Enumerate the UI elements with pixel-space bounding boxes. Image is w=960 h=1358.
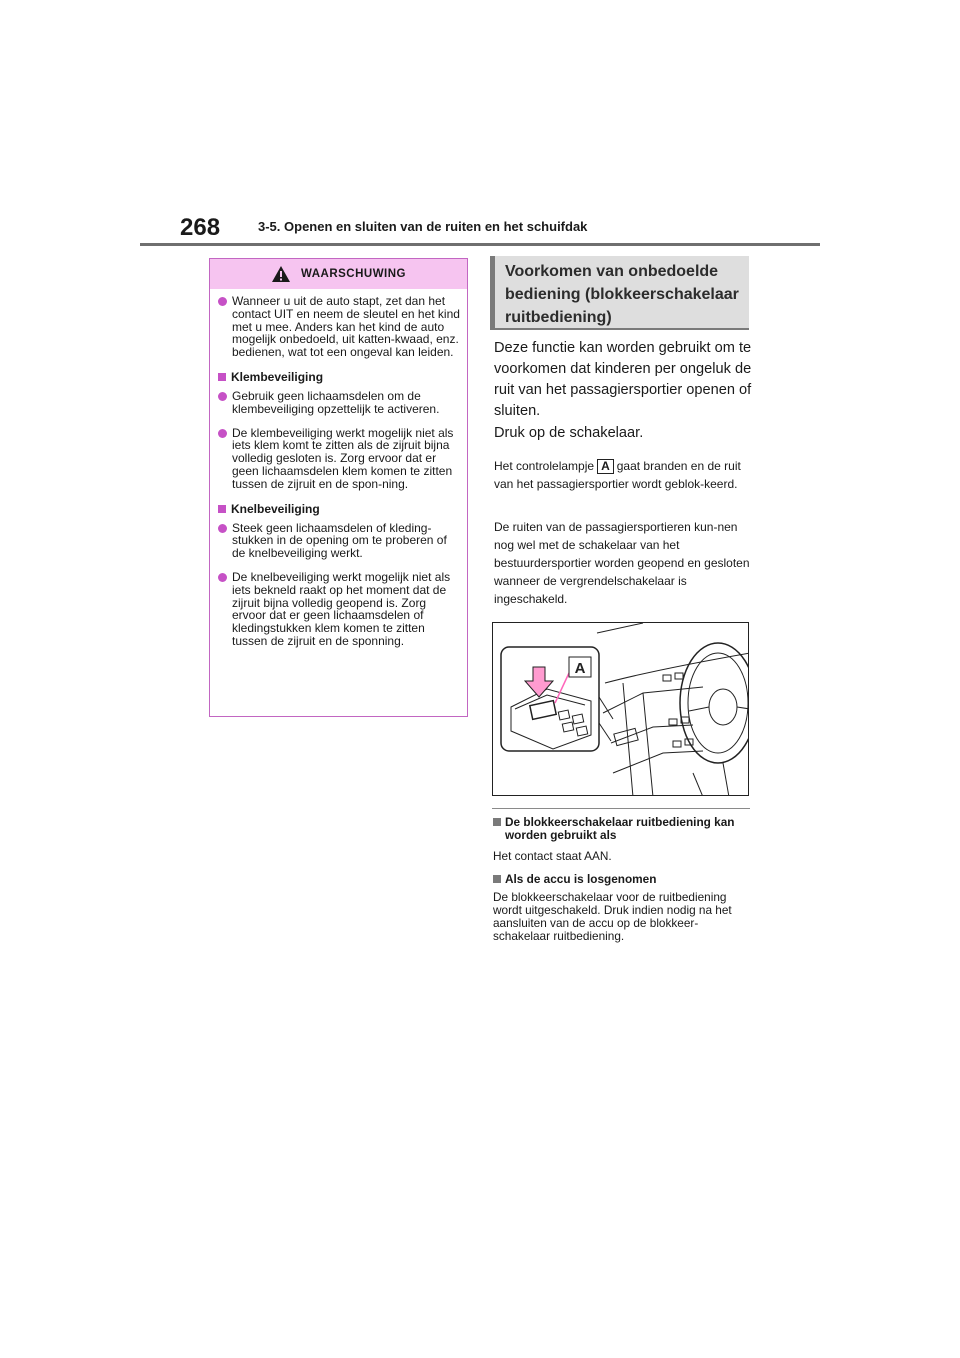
note-heading: [493, 873, 749, 886]
note-indicator: [494, 457, 750, 493]
note-heading-text: De blokkeerschakelaar ruitbediening kan worden gebruikt als: [505, 815, 735, 842]
bullet-dot-icon: [218, 392, 227, 401]
illustration-drawing: [493, 623, 749, 796]
figure-callout-label: A: [574, 660, 586, 677]
note-driver-switch: De ruiten van de passagiersportieren kun-nen nog wel met de schakelaar van het bestuurdersportier worden geopend en gesloten wanneer de vergrendelschakelaar is ingeschakeld.: [494, 520, 750, 606]
warning-bullet-text: Gebruik geen lichaamsdelen om de klembeveiliging opzettelijk te activeren.: [232, 388, 440, 416]
illustration-window-lock-switch: [492, 622, 749, 796]
bullet-dot-icon: [218, 524, 227, 533]
warning-bullet-text: Wanneer u uit de auto stapt, zet dan het contact UIT en neem de sleutel en het kind met u mee. Anders kan het kind de auto mogelijk onbedoeld, uit katten-kwaad, enz. bedienen, wat tot een ongeval kan leiden.: [232, 294, 460, 360]
callout-label: A: [597, 459, 614, 474]
square-bullet-icon: [218, 505, 226, 513]
header-rule: [140, 243, 820, 246]
section-title-box: [490, 256, 749, 330]
bullet-dot-icon: [218, 429, 227, 438]
warning-subheading-text: Knelbeveiliging: [231, 501, 320, 516]
warning-triangle-icon: [271, 265, 291, 283]
section-instruction: Druk op de schakelaar.: [494, 425, 644, 441]
warning-bullet-text: De klembeveiliging werkt mogelijk niet als iets klem komt te zitten als de zijruit bijna volledig gesloten is. Zorg ervoor dat er geen lichaamsdelen klem komen te zitten tussen de zijruit en de spon-ning.: [232, 425, 454, 491]
note-indicator-after: gaat branden en de ruit van het passagiersportier wordt geblok-keerd.: [494, 459, 741, 491]
warning-body: [210, 289, 467, 648]
square-bullet-icon: [218, 373, 226, 381]
note-heading: [493, 816, 749, 842]
section-intro: Deze functie kan worden gebruikt om te voorkomen dat kinderen per ongeluk de ruit van het passagiersportier openen of sluiten.: [494, 340, 752, 419]
note-text: Het contact staat AAN.: [493, 849, 612, 863]
warning-bullet: [216, 522, 461, 560]
bullet-dot-icon: [218, 297, 227, 306]
note-indicator-before: Het controlelampje: [494, 459, 595, 473]
warning-bullet: [216, 390, 461, 416]
running-head: 3-5. Openen en sluiten van de ruiten en het schuifdak: [258, 219, 588, 234]
warning-subheading-text: Klembeveiliging: [231, 369, 324, 384]
warning-box: [209, 258, 468, 717]
page-number: 268: [180, 214, 221, 241]
warning-bullet: [216, 427, 461, 491]
warning-bullet: [216, 571, 461, 648]
warning-subheading: [216, 502, 461, 516]
note-heading-text: Als de accu is losgenomen: [505, 872, 657, 886]
square-bullet-icon: [493, 818, 501, 826]
warning-header: [210, 259, 467, 289]
bullet-dot-icon: [218, 573, 227, 582]
warning-bullet-text: Steek geen lichaamsdelen of kleding-stukken in de opening om te proberen of de knelbeveiliging werkt.: [232, 520, 447, 561]
figure-rule: [492, 808, 750, 809]
warning-bullet-text: De knelbeveiliging werkt mogelijk niet als iets bekneld raakt op het moment dat de zijruit bijna volledig geopend is. Zorg ervoor dat er geen lichaamsdelen of kledingstukken klem komen te zitten tussen de zijruit en de sponning.: [232, 569, 451, 648]
warning-subheading: [216, 370, 461, 384]
section-title: Voorkomen van onbedoelde bediening (blokkeerschakelaar ruitbediening): [505, 263, 739, 326]
square-bullet-icon: [493, 875, 501, 883]
warning-title: WAARSCHUWING: [300, 268, 407, 280]
warning-bullet: [216, 295, 461, 359]
note-text: De blokkeerschakelaar voor de ruitbediening wordt uitgeschakeld. Druk indien nodig na het aansluiten van de accu op de blokkeer-schakelaar ruitbediening.: [493, 890, 732, 943]
